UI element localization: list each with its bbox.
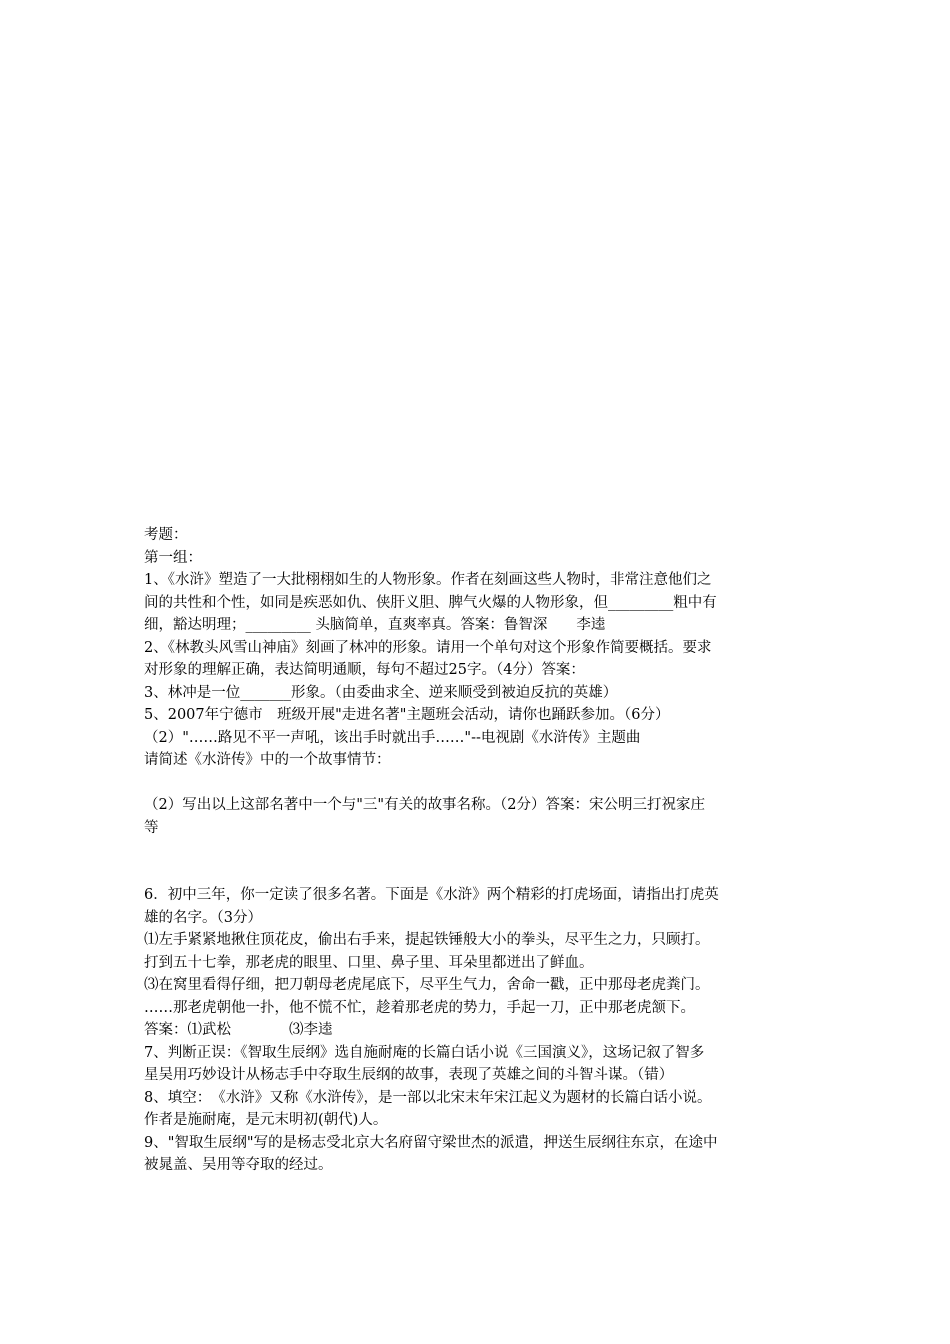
section-heading: 考题： [144,527,188,543]
question-5-part-2-line-1: （2）写出以上这部名著中一个与"三"有关的故事名称。（2分）答案：宋公明三打祝家庄 [144,797,706,813]
question-5-line-1: 5、2007年宁德市 班级开展"走进名著"主题班会活动，请你也踊跃参加。（6分） [144,707,670,723]
question-7-line-2: 星吴用巧妙设计从杨志手中夺取生辰纲的故事，表现了英雄之间的斗智斗谋。（错） [144,1067,674,1083]
question-6-passage-3-line-2: ……那老虎朝他一扑，他不慌不忙，趁着那老虎的势力，手起一刀，正中那老虎颔下。 [144,999,695,1016]
question-5-line-2: （2）"……路见不平一声吼，该出手时就出手……"--电视剧《水浒传》主题曲 [144,729,641,746]
question-5-line-3: 请简述《水浒传》中的一个故事情节： [144,752,391,768]
blank-line [144,839,844,862]
question-6-passage-1-line-2: 打到五十七拳，那老虎的眼里、口里、鼻子里、耳朵里都迸出了鲜血。 [144,954,594,971]
question-9-line-1: 9、"智取生辰纲"写的是杨志受北京大名府留守梁世杰的派遣，押送生辰纲往东京，在途中 [144,1134,718,1151]
question-6-passage-3-line-1: ⑶在窝里看得仔细，把刀朝母老虎尾底下，尽平生气力，舍命一戳，正中那母老虎粪门。 [144,977,710,993]
question-1-line-1: 1、《水浒》塑造了一大批栩栩如生的人物形象。作者在刻画这些人物时，非常注意他们之 [144,572,712,588]
question-8-line-1: 8、填空： 《水浒》又称《水浒传》，是一部以北宋末年宋江起义为题材的长篇白话小说。 [144,1089,712,1106]
question-6-line-1: 6．初中三年，你一定读了很多名著。下面是《水浒》两个精彩的打虎场面，请指出打虎英 [144,887,719,903]
document-body [144,524,844,1177]
question-1-line-2: 间的共性和个性，如同是疾恶如仇、侠肝义胆、脾气火爆的人物形象，但_________粗中有 [144,594,717,611]
question-6-line-2: 雄的名字。（3分） [144,909,262,926]
question-5-part-2-line-2: 等 [144,819,159,836]
blank-line [144,772,844,795]
question-8-line-2: 作者是施耐庵，是元末明初(朝代)人。 [144,1112,388,1128]
blank-line [144,862,844,885]
question-2-line-1: 2、《林教头风雪山神庙》刻画了林冲的形象。请用一个单句对这个形象作简要概括。要求 [144,639,712,656]
question-7-line-1: 7、判断正误：《智取生辰纲》选自施耐庵的长篇白话小说《三国演义》，这场记叙了智多 [144,1044,705,1061]
question-2-line-2: 对形象的理解正确，表达简明通顺，每句不超过25字。（4分）答案： [144,662,585,678]
question-9-line-2: 被晁盖、吴用等夺取的经过。 [144,1157,333,1173]
question-3-line-1: 3、林冲是一位_______形象。（由委曲求全、逆来顺受到被迫反抗的英雄） [144,684,618,701]
question-1-line-3: 细，豁达明理；_________ 头脑简单，直爽率真。答案：鲁智深 李逵 [144,617,606,633]
question-6-answer: 答案：⑴武松 ⑶李逵 [144,1022,333,1038]
question-6-passage-1-line-1: ⑴左手紧紧地揪住顶花皮，偷出右手来，提起铁锤般大小的拳头，尽平生之力，只顾打。 [144,932,710,948]
group-heading: 第一组： [144,549,202,566]
